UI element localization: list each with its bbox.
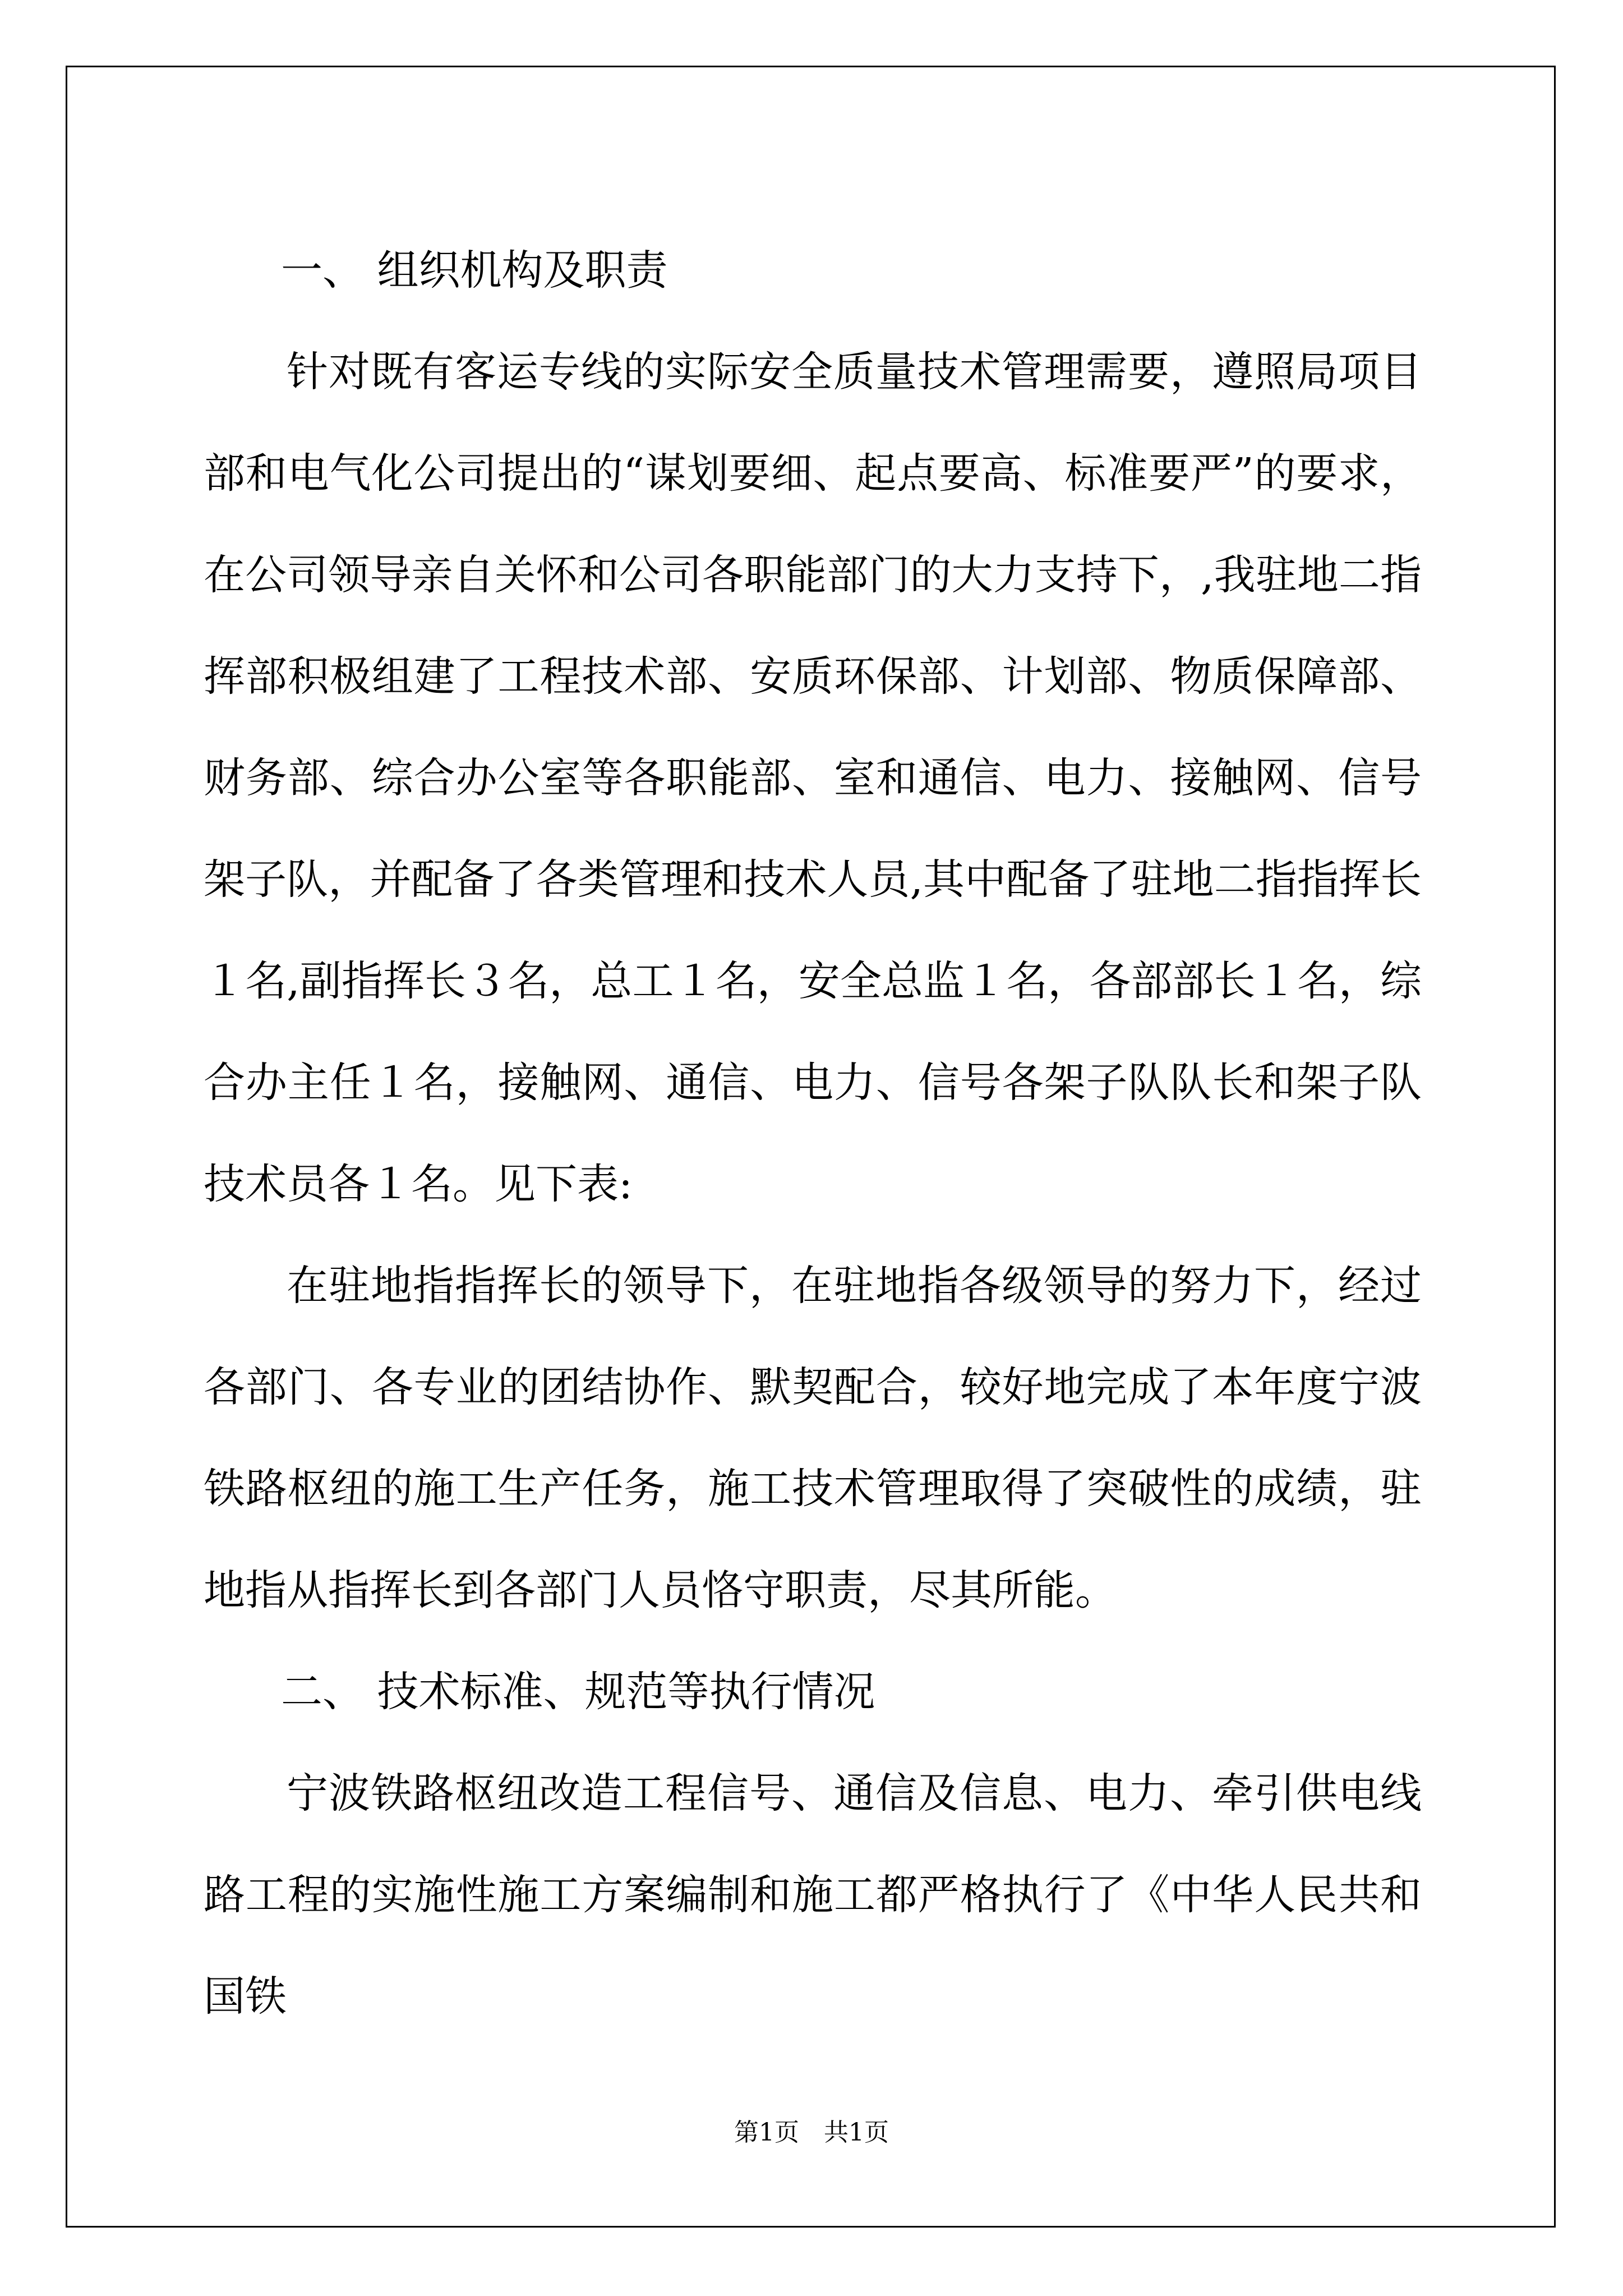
page-number: 第1页 (734, 2118, 799, 2147)
paragraph-2: 在驻地指指挥长的领导下，在驻地指各级领导的努力下，经过各部门、各专业的团结协作、默契配合，较好地完成了本年度宁波铁路枢纽的施工生产任务，施工技术管理取得了突破性的成绩，驻地指从指挥长到各部门人员恪守职责，尽其所能。 (204, 1262, 1422, 1614)
total-pages: 共1页 (824, 2118, 889, 2147)
page-footer (0, 2116, 1623, 2150)
section-heading-1: 一、 组织机构及职责 (281, 246, 668, 295)
section-heading-2: 二、 技术标准、规范等执行情况 (281, 1668, 875, 1716)
paragraph-3: 宁波铁路枢纽改造工程信号、通信及信息、电力、牵引供电线路工程的实施性施工方案编制和施工都严格执行了《中华人民共和国铁 (204, 1769, 1422, 2021)
document-body (204, 220, 1422, 2047)
paragraph-1: 针对既有客运专线的实际安全质量技术管理需要，遵照局项目部和电气化公司提出的“谋划要细、起点要高、标准要严”的要求，在公司领导亲自关怀和公司各职能部门的大力支持下，,我驻地二指挥部积极组建了工程技术部、安质环保部、计划部、物质保障部、财务部、综合办公室等各职能部、室和通信、电力、接触网、信号架子队，并配备了各类管理和技术人员,其中配备了驻地二指指挥长１名,副指挥长３名，总工１名，安全总监１名，各部部长１名，综合办主任１名，接触网、通信、电力、信号各架子队队长和架子队技术员各１名。见下表: (204, 348, 1422, 1208)
